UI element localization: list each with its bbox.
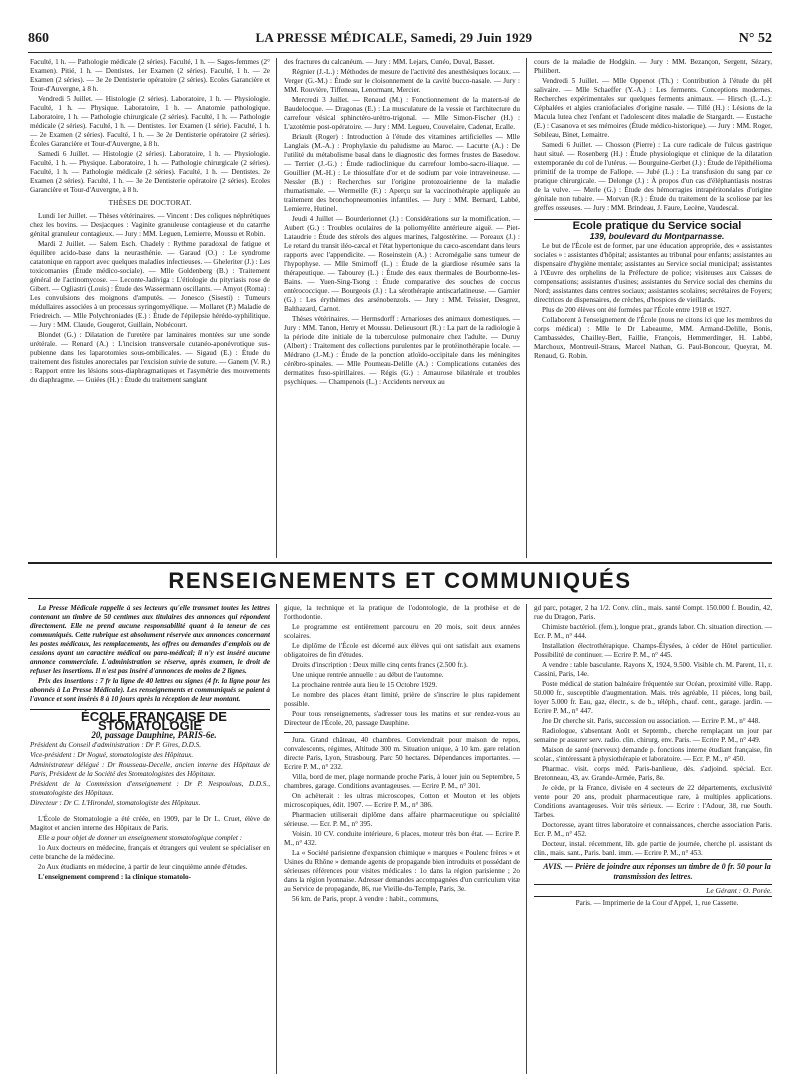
theses-para: Vendredi 5 Juillet. — Mlle Oppenot (Th.) : Contribution à l'étude du pH salivaire. — Mlle Schaeffer (Y.-A.) : Les ferments. Conceptions modernes. Recherches expérimentales sur quelques ferments animaux. — Hirsch (L.-L.): Céphalées et algies craniofaciales d'origine nasale. — Tillé (H.) : Lésions de la Macula lutea chez l'enfant et l'adolescent dites maladie de Stargardt. — Eustache (E.) : Casanova et ses mémoires (Étude médico-historique). — Jury : MM. Roger, Sebileau, Binet, Lemaitre. [534, 77, 772, 139]
top-column-3 [534, 58, 772, 558]
stomatologie-para: 2o Aux étudiants en médecine, à partir de leur cinquième année d'études. [38, 863, 248, 871]
classified-ad: Doctoresse, ayant titres laboratoire et connaissances, cherche association Paris. Ecr. P. M., n° 452. [534, 821, 772, 838]
theses-para: Mercredi 3 Juillet. — Renaud (M.) : Fonctionnement de la matern-té de Baudelocque. — Dragonas (E.) : La musculature de la vessie et l'architecture du carrefour vésical sphinctéro-urétro-trigonal. — Mlle Simon-Fischer (H.) : L'azotémie post-opératoire. — Jury : MM. Legueu, Couvelaire, Cadenat, Ecalle. [284, 96, 520, 131]
classified-ad: On achèterait : les ultras microscopes, Cotton et Mouton et les objets microscopiques, édit. 1907. — Ecrire P. M., n° 386. [284, 792, 520, 809]
column-divider [276, 58, 277, 558]
theses-para: cours de la maladie de Hodgkin. — Jury : MM. Bezançon, Sergent, Sézary, Philibert. [534, 58, 772, 75]
classified-ad: Poste médical de station balnéaire fréquentée sur Océan, proximité ville. Rapp. 50.000 fr., susceptible d'augmentation. Mais. très agréable, 11 pièces, long bail, loyer 5.000 fr. Eau, gaz, électr., s. de b., téléph., chauf. cent., garage. jardin. — Ecrire P. M., n° 447. [534, 680, 772, 715]
top-column-2 [284, 58, 520, 558]
bottom-column-2 [284, 604, 520, 1074]
classified-ad: 56 km. de Paris, propr. à vendre : habit., communs, [292, 895, 439, 903]
theses-para: Briault (Roger) : Introduction à l'étude des vitamines artificielles — Mlle Langlais (M.-A.) : Prophylaxie du paludisme au Maroc. — Lacurte (A.) : De l'utilité du métabolisme basal dans le diagnostic des formes frustes de Basedow. — Terrier (J.-G.) : Étude radioclinique du carrefour lombo-sacro-iliaque. — Gouillier (M.-H.) : Le thiosulfate d'or et de sodium par voie intraveineuse. — Nessler (B.) : Recherches sur l'origine protozoairienne de la maladie rhumatismale. — Wermeille (F.) : Aperçu sur la vaccinothérapie appliquée au traitement des bronchopneumonies infantiles. — Jury : MM. Bernard, Labbé, Lemierre, Hutinel. [284, 133, 520, 213]
classified-ad: Jne Dr cherche sit. Paris, succession ou association. — Ecrire P. M., n° 448. [542, 717, 761, 725]
theses-para: Régnier (J.-L.) : Méthodes de mesure de l'activité des anesthésiques locaux. — Verger (G.-M.) : Étude sur le cloisonnement de la cavité bucco-nasale. — Jury : MM. Rouvière, Tiffeneau, Lenormant, Mercier. [284, 68, 520, 94]
page-header [28, 30, 772, 50]
theses-para: Mardi 2 Juillet. — Salem Esch. Chadely : Rythme paradoxal de fatigue et équilibre acido-base dans la neurasthénie. — Garaud (O.) : Le syndrome catatonique en rapport avec quelques maladies infectieuses. — Gheleriter (J.) : Les toxicomanies (Étude médico-sociale). — Mlle Goldenberg (B.) : Traitement général de l'actinomycose. — Leconte-Jadiviga : L'étiologie du pityriasis rose de Gibert. — Ogliastri (Louis) : Étude des Wassermann oscillants. — Amyot (Roma) : Les convulsions des moignons d'amputés. — Jonesco (Sisesti) : Tumeurs médullaires associées à un processus syringomyélique. — Mollaret (P.) Maladie de Friedreich. — Mlle Polychroniades (E.) : Étude de l'épilepsie hérédo-syphilitique. — Jury : MM. Claude, Gougerot, Guillain, Nobécourt. [30, 240, 270, 329]
stomatologie-para: Elle a pour objet de donner un enseignement stomatologique complet : [38, 834, 243, 842]
stomatologie-para: Le nombre des places étant limité, prière de s'inscrire le plus rapidement possible. [284, 691, 520, 708]
banner-rule-top [28, 562, 772, 564]
prix-insertions: Prix des insertions : 7 fr la ligne de 40 lettres ou signes (4 fr. la ligne pour les abonnés à La Presse Médicale). Les renseignements et communiqués se paient à l'avance et sont insérés 8 à 10 jours après la réception de leur montant. [30, 677, 270, 703]
column-divider [526, 604, 527, 1074]
exam-schedule-para: Samedi 6 Juillet. — Histologie (2 séries). Laboratoire, 1 h. — Physiologie. Faculté, 1 h. — Physique. Laboratoire, 1 h. — Pathologie chirurgicale (2 séries). Faculté, 1 h. — Pathologie médicale (2 séries). Faculté, 1 h. — Dentistes. 2e Examen (2 séries). Faculté, 1 h. — 3e 2e Dentisterie opératoire (2 séries). Ecoles Garancière et Tour-d'Auvergne, à 8 h. [30, 150, 270, 194]
gerant-signature: Le Gérant : O. Porée. [706, 886, 772, 895]
stomatologie-para: Pour tous renseignements, s'adresser tous les matins et sur rendez-vous au Directeur de l'École, 20, passage Dauphine. [284, 710, 520, 727]
exam-schedule-para: Vendredi 5 Juillet. — Histologie (2 séries). Laboratoire, 1 h. — Physiologie. Faculté, 1 h. — Physique. Laboratoire, 1 h. — Anatomie pathologique. Laboratoire, 1 h. — Pathologie chirurgicale (2 séries). Faculté, 1 h. — Pathologie médicale (2 séries). Faculté, 1 h. — Dentistes. 1er Examen (1 série). Faculté, 1 h. — 2e Examen (2 séries). Faculté, 1 h. — 3e 2e Dentisterie opératoire (2 séries). Écoles Garancière et Tour-d'Auvergne, à 8 h. [30, 95, 270, 148]
theses-para: Blondet (G.) : Dilatation de l'uretère par laminaires montées sur une sonde urétérale. — Renard (A.) : L'incision transversale cutanéo-aponévrotique sus-pubienne dans les laparotomies sous-ombilicales. — Sigaud (E.) : Étude du traitement des fistules anorectales par l'excision suivie de suture. — Ganem (V. R.) : Rapport entre les lésions sous-diaphragmatiques et l'asymétrie des mouvements du diaphragme. — Guiées (H.) : Étude du traitement sanglant [30, 331, 270, 384]
banner-rule-bottom [28, 598, 772, 599]
theses-para: des fractures du calcanéum. — Jury : MM. Lejars, Cunéo, Duval, Basset. [284, 58, 495, 66]
bottom-column-3 [534, 604, 772, 1074]
classified-ad: Docteur, instal. récemment, lib. gde partie de journée, cherche pl. assistant ds clin., mais. sant., Paris. banl. imm. — Ecrire P. M., n° 453. [534, 840, 772, 857]
classified-ad: Pharmacien utiliserait diplôme dans affaire pharmaceutique ou spécialité sérieuse. — Ecr. P. M., n° 395. [284, 811, 520, 828]
stomatologie-para: Le diplôme de l'École est décerné aux élèves qui ont satisfait aux examens obligatoires de fin d'études. [284, 642, 520, 659]
classified-ad: A vendre : table basculante. Rayons X, 1924, 9.500. Visible ch. M. Parent, 11, r. Cassini, Paris, 14e. [534, 661, 772, 678]
theses-para: Lundi 1er Juillet. — Thèses vétérinaires. — Vincent : Des coliques néphrétiques chez les bovins. — Desjacques : Vaginite granuleuse contagieuse et du catarrhe génital granuleur contagieux. — Jury : MM. Leguen, Lemierre, Moussu et Robin. [30, 212, 270, 238]
section-banner: RENSEIGNEMENTS ET COMMUNIQUÉS [168, 568, 632, 593]
top-column-1 [30, 58, 270, 558]
classified-ad: Voisin. 10 CV. conduite intérieure, 6 places, moteur très bon état. — Ecrire P. M., n° 432. [284, 830, 520, 847]
stomatologie-title: ÉCOLE FRANÇAISE DE STOMATOLOGIE [81, 709, 227, 733]
theses-para: Thèses vétérinaires. — Hermsdorff : Arnarioses des animaux domestiques. — Jury : MM. Tanon, Henry et Moussu. Delieusourt (R.) : La part de la radiologie à la période dite initiale de la tuberculose pulmonaire chez l'adulte. — Duruy (Albert) : Traitement des collections purulentes par le protéinothérapie locale. — Médrano (J.-M.) : Étude de la ponction atloïdo-occipitale dans les méningites cérébro-spinales. — Mlle Poumeau-Delille (A.) : Complications cutanées des dermatites fuso-spirillaires. — Régis (G.) : Amaurose bilatérale et troubles psychiques. — Champenois (L.) : Accidents nerveux au [284, 315, 520, 386]
classified-ad: Je cède, pr la France, divisée en 4 secteurs de 22 départements, exclusivité vente pour 20 ans, produit pharmaceutique rare, à multiples applications. Conditions avantageuses. Voir très sérieux. — Ecrire : l'Adour, 38, rue South. Tarbes. [534, 784, 772, 819]
section-rule [30, 709, 270, 710]
theses-para: Jeudi 4 Juillet — Bourderionnet (J.) : Considérations sur la momification. — Aubert (G.) : Troubles oculaires de la poliomyélite antérieure aiguë. — Piet-Lataudrie : Étude des stérols des algues marines, l'algostérine. — Poreaux (J.) : Le retard du transit iléo-cæcal et l'état hypertonique du cæco-ascendant dans leurs rapports avec l'appendicite. — Roseinstein (A.) : Acromégalie sans tumeur de l'hypophyse. — Mlle Smirnoff (L.) : Étude de la giardiose résumée sans la thérapeutique. — Tabourey (L.) : Étude des eaux thermales de Bourbonne-les-Bains. — Yuen-Sing-Tsong : Étude comparative des souches de coccus entérococcique. — Bourgeois (J.) : La sérothérapie antiscarlatineuse. — Garnier (G.) : Les érythèmes des arsénobenzols. — Jury : MM. Teissier, Desgrez, Balthazard, Carnot. [284, 215, 520, 313]
stomatologie-para: Droits d'inscription : Deux mille cinq cents francs (2.500 fr.). [292, 661, 468, 669]
stomatologie-para: Une unique rentrée annuelle : au début de l'automne. [292, 671, 444, 679]
theses-para: Samedi 6 Juillet. — Chosson (Pierre) : La cure radicale de l'ulcus gastrique haut situé. — Rosenberg (H.) : Étude physiologique et clinique de la dilatation extemporanée du col de l'utérus. — Bourguine-Gerbet (J.) : Étude de l'épithélioma primitif de la trompe de Fallope. — Jubé (L.) : La transfusion du sang par ce pratique chirurgicale. — Delonge (J.) : À propos d'un cas d'éléphantiasis nostras de la vulve. — Merle (G.) : Étude des hémorragies intrapéritonéales d'origine génitale non tubaire. — Morvan (R.) : Étude du traitement de la scoliose par les greffes osseuses. — Jury : MM. Brindeau, J. Faure, Lecène, Vaudescal. [534, 141, 772, 212]
stomatologie-para: L'École de Stomatologie a été créée, en 1909, par le Dr L. Cruet, élève de Magitot et ancien interne des Hôpitaux de Paris. [30, 815, 270, 832]
classified-ad: Radiologue, s'absentant Août et Septemb., cherche remplaçant un jour par semaine pr assurer serv. radio. clin. chirurg. env. Paris. — Ecrire P. M., n° 449. [534, 727, 772, 744]
classified-ad: Pharmac. visit. corps méd. Paris-banlieue, dés. s'adjoind. spécial. Ecr. Bretonneau, 43, av. Grande-Armée, Paris, 8e. [534, 765, 772, 782]
ecole-service-social-address: 139, boulevard du Montparnasse. [589, 231, 725, 241]
bottom-column-1 [30, 604, 270, 1074]
stomatologie-para: Le programme est entièrement parcouru en 20 mois, soit deux années scolaires. [284, 623, 520, 640]
stomatologie-para: La prochaine rentrée aura lieu le 15 Octobre 1929. [292, 681, 438, 689]
staff-line: Administrateur délégué : Dr Rousseau-Decelle, ancien interne des Hôpitaux de Paris, Président de la Société des Stomatologistes des Hôpitaux. [30, 761, 270, 778]
stomatologie-para: 1o Aux docteurs en médecine, français et étrangers qui veulent se spécialiser en cette branche de la médecine. [30, 844, 270, 861]
classified-ad: Jura. Grand château, 40 chambres. Conviendrait pour maison de repos, convalescents, régimes, Altitude 300 m. Situation unique, à 10 km. gare relation directe Paris, Lyon, Strasbourg. Parc 50 hectares. Dépendances importantes. — Ecrire P. M., n° 232. [284, 736, 520, 771]
exam-schedule-para: Faculté, 1 h. — Pathologie médicale (2 séries). Faculté, 1 h. — Sages-femmes (2° Examen). Pitié, 1 h. — Dentistes. 1er Examen (2 séries). Faculté, 1 h. — 2e Examen (2 séries). — 3e 2e Dentisterie opératoire (2 séries). Ecoles Garancière et Tour-d'Auvergne, à 8 h. [30, 58, 270, 93]
staff-line: Vice-président : Dr Nogué, stomatologiste des Hôpitaux. [30, 751, 194, 759]
ecole-para: Collaborent à l'enseignement de l'École (nous ne citons ici que les membres du corps médical) : Mlle le Dr Labeaume, MM. Armand-Delille, Bonis, Cambassèdes, Chailley-Bert, Faillie, François, Hemmerdinger, H. Labbé, Marchoux, Montreuil-Straus, Marcel Nathan, G. Paul-Boncour, Queyrat, M. Renaud, G. Robin. [534, 316, 772, 360]
classified-ad: Maison de santé (nerveux) demande p. fonctions interne étudiant française, fin scolar., s'intéressant à physiothérapie et laboratoire. — Ecr. P. M., n° 450. [534, 746, 772, 763]
classified-ad: Villa, bord de mer, plage normande proche Paris, à louer juin ou Septembre, 5 chambres, garage. Conditions avantageuses. — Ecrire P. M., n° 301. [284, 773, 520, 790]
header-rule [28, 52, 772, 53]
ecole-para: Le but de l'École est de former, par une éducation appropriée, des « assistantes sociales » : assistantes d'hôpital; assistantes au tribunal pour enfants; assistantes au dispensaire d'hygiène mentale; assistantes au Service social municipal; assistantes à l'Œuvre des orphelins de la Préfecture de police; visiteuses aux Caisses de compensations; assistantes d'usines; assistantes du Service social des chemins du Nord; assistantes dans centres sociaux; assistantes scolaires; secrétaires de Foyers; directrices de dispensaires, de crèches, d'hospices de vieillards. [534, 242, 772, 304]
classified-ad: La « Société parisienne d'expansion chimique » marques « Poulenc frères » et Usines du Rhône » demande agents de propagande bien introduits et possédant de sérieuses références pour visites médicales : 1o dans la région parisienne ; 2o dans la région lyonnaise. Adresser demandes accompagnées d'un curriculum vitæ au Service de propagande, 86, rue Vieille-du-Temple, Paris, 3e. [284, 849, 520, 893]
issue-number: N° 52 [738, 31, 772, 46]
stomatologie-para: gique, la technique et la pratique de l'odontologie, de la prothèse et de l'orthodontie. [284, 604, 520, 621]
classified-ad: gd parc, potager, 2 ha 1/2. Conv. clin., mais. santé Compt. 150.000 f. Boudin, 42, rue du Dragon, Paris. [534, 604, 772, 621]
notice-para: La Presse Médicale rappelle à ses lecteurs qu'elle transmet toutes les lettres contenant un timbre de 50 centimes aux titulaires des annonces qui répondent directement. Elle ne prend aucune responsabilité quant à la teneur de ces communiqués. Cette rubrique est absolument réservée aux annonces concernant les postes médicaux, les remplacements, les offres ou demandes d'emplois ou de cessions ayant un caractère médical ou para-médical; il n'y est inséré aucune annonce commerciale. L'administration se réserve, après examen, le droit de refuser les insertions. Il n'est pas inséré d'annonces de moins de 2 lignes. [30, 604, 270, 675]
ecole-service-social-title: Ecole pratique du Service social [572, 220, 742, 232]
staff-line: Président du Conseil d'administration : Dr P. Gires, D.D.S. [30, 741, 202, 749]
classified-ad: Chimiste bactériol. (fem.), longue prat., grands labor. Ch. situation direction. — Ecr. P. M., n° 444. [534, 623, 772, 640]
column-divider [276, 604, 277, 1074]
staff-line: Directeur : Dr C. L'Hirondel, stomatologiste des Hôpitaux. [30, 799, 201, 807]
classified-ad: Installation électrothérapique. Champs-Élysées, à céder de Hôtel particulier. Possibilité de continuer. — Ecrire P. M., n° 445. [534, 642, 772, 659]
section-rule [284, 732, 520, 733]
ecole-para: Plus de 200 élèves ont été formées par l'École entre 1918 et 1927. [542, 306, 732, 314]
journal-title: LA PRESSE MÉDICALE, Samedi, 29 Juin 1929 [255, 30, 533, 45]
section-heading-theses: THÈSES DE DOCTORAT. [108, 199, 192, 207]
staff-line: Président de la Commission d'enseignement : Dr P. Nespoulous, D.D.S., stomatologiste des Hôpitaux. [30, 780, 270, 797]
page-number: 860 [28, 31, 49, 46]
avis-notice: AVIS. — Prière de joindre aux réponses un timbre de 0 fr. 50 pour la transmission des lettres. [534, 859, 772, 885]
column-divider [526, 58, 527, 558]
printer-imprint: Paris. — Imprimerie de la Cour d'Appel, 1, rue Cassette. [534, 896, 772, 908]
stomatologie-para: L'enseignement comprend : la clinique stomatolo- [38, 873, 191, 881]
stomatologie-address: 20, passage Dauphine, PARIS-6e. [91, 730, 217, 740]
section-rule [534, 219, 772, 220]
